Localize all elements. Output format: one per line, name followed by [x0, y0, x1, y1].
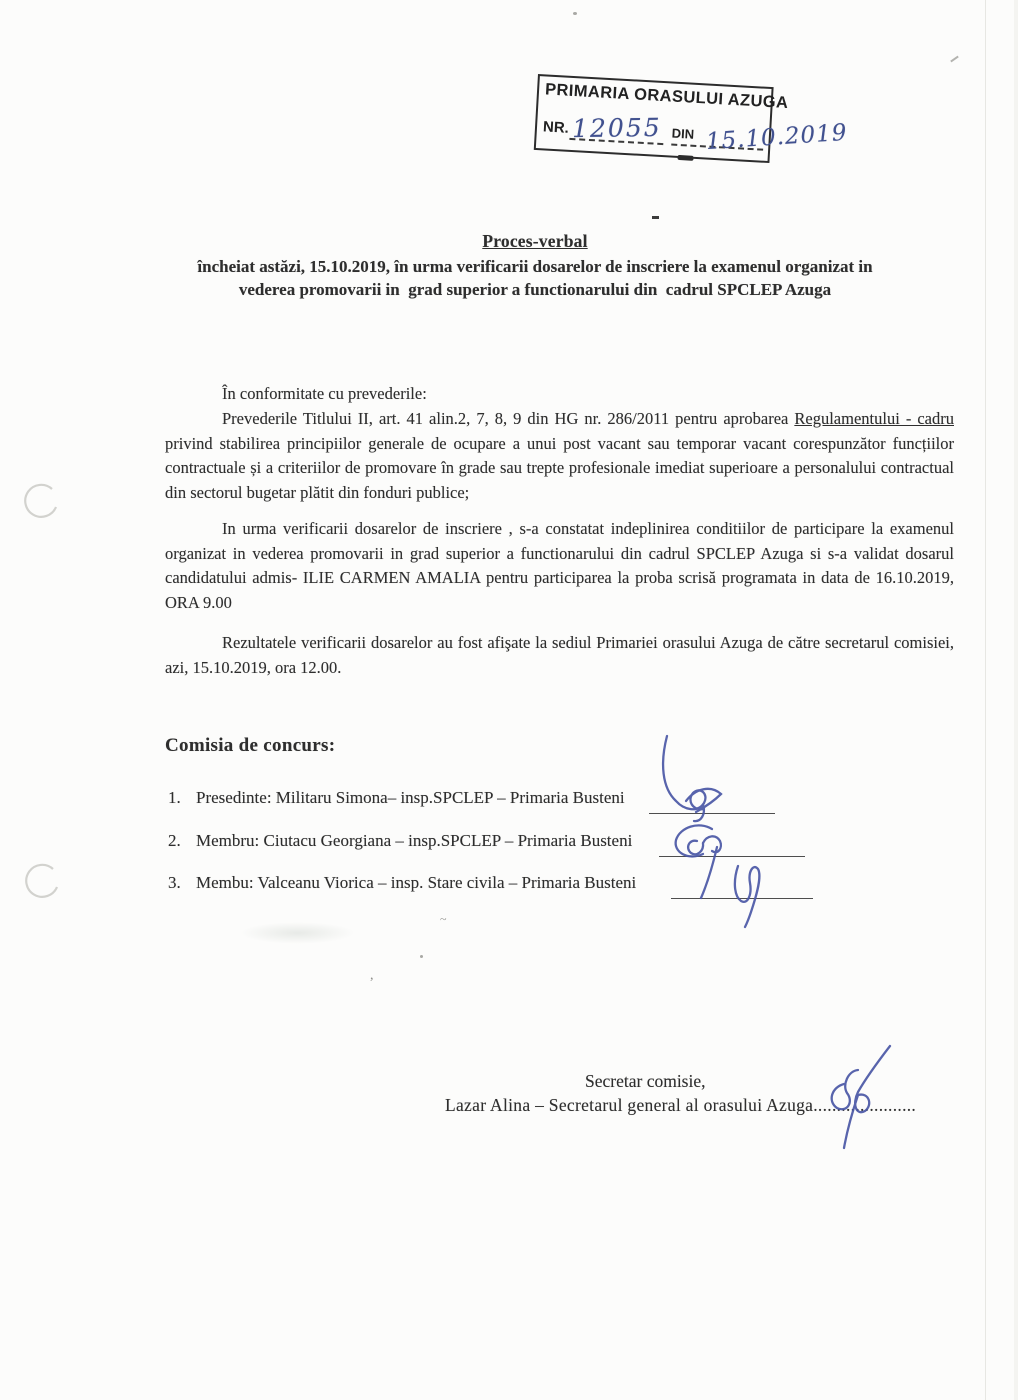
signature-member-2: [676, 825, 721, 898]
footer-name-line: [445, 1095, 916, 1116]
stray-comma-mark: ,: [370, 968, 374, 983]
signature-line-member-3: [671, 898, 813, 899]
scan-speck: [420, 955, 423, 958]
stamp-ink-blot: [677, 155, 693, 161]
paper-scan-edge: [985, 0, 986, 1400]
member-1-number: 1.: [168, 788, 181, 807]
member-2-number: 2.: [168, 831, 181, 850]
commission-member-row-1: [168, 788, 625, 808]
stamp-nr-label: NR.: [542, 118, 570, 137]
punch-hole-mark-bottom: [26, 865, 57, 897]
legal-text-post: privind stabilirea principiilor generale de ocupare a unui post vacant sau temporar vacant corespunzător funcțiilor contractuale și a criteriilor de promovare în grade sau trepte profesionale imediat superioare a personalului contractual din sectorul bugetar plătit din fonduri publice;: [165, 433, 954, 502]
document-subtitle-line2: vederea promovarii in grad superior a functionarului din cadrul SPCLEP Azuga: [238, 280, 832, 299]
stamp-din-label: DIN: [671, 125, 695, 142]
member-3-number: 3.: [168, 873, 181, 892]
commission-member-row-3: [168, 873, 636, 893]
stamp-din-field: [671, 116, 849, 156]
stamp-nr-field: [569, 110, 665, 145]
stamp-organization: PRIMARIA ORASULUI AZUGA: [544, 80, 789, 113]
signature-line-member-1: [649, 813, 775, 814]
stray-curl-mark: ~: [440, 912, 447, 926]
signature-member-3: [735, 866, 760, 927]
document-title: Proces-verbal: [482, 231, 588, 251]
commission-heading: Comisia de concurs:: [165, 735, 336, 756]
scan-speck: [573, 12, 577, 15]
registry-stamp: [534, 74, 849, 163]
document-subtitle-line1: încheiat astăzi, 15.10.2019, în urma verificarii dosarelor de inscriere la examenul organizat in: [197, 257, 873, 276]
punch-hole-mark-top: [25, 485, 56, 517]
signature-line-member-2: [659, 856, 805, 857]
member-2-text: Membru: Ciutacu Georgiana – insp.SPCLEP – Primaria Busteni: [196, 831, 633, 850]
member-3-text: Membu: Valceanu Viorica – insp. Stare civila – Primaria Busteni: [196, 873, 637, 892]
stamp-number-row: [542, 108, 849, 156]
scan-tick-mark: [950, 56, 959, 63]
title-block: [115, 231, 955, 301]
footer-dotted-leader: ......................: [813, 1095, 917, 1115]
scan-right-shade: [1014, 0, 1018, 1400]
signature-president: [663, 736, 721, 821]
paragraph-legal: [165, 407, 954, 505]
member-1-text: Presedinte: Militaru Simona– insp.SPCLEP – Primaria Busteni: [196, 788, 625, 807]
stamp-nr-handwritten-value: 12055: [571, 112, 662, 144]
legal-text-pre: Prevederile Titlului II, art. 41 alin.2, 7, 8, 9 din HG nr. 286/2011 pentru aprobarea: [222, 409, 795, 428]
scan-smudge: [240, 922, 355, 944]
footer-role: Secretar comisie,: [585, 1071, 706, 1091]
paragraph-verification: In urma verificarii dosarelor de inscriere , s-a constatat indeplinirea conditiilor de participare la examenul organizat in vederea promovarii in grad superior a functionarului din cadrul SPCLEP Azuga si s-a validat dosarul candidatului admis- ILIE CARMEN AMALIA pentru participarea la proba scrisă programata in data de 16.10.2019, ORA 9.00: [165, 519, 954, 612]
footer-secretary-name: Lazar Alina – Secretarul general al orasului Azuga: [445, 1095, 814, 1115]
paragraph-intro: În conformitate cu prevederile:: [222, 384, 427, 403]
legal-text-underlined: Regulamentului - cadru: [794, 409, 954, 428]
stamp-date-handwritten-value: 15.10.2019: [704, 119, 849, 156]
paragraph-results: Rezultatele verificarii dosarelor au fost afişate la sediul Primariei orasului Azuga de către secretarul comisiei, azi, 15.10.2019, ora 12.00.: [165, 633, 954, 677]
stray-dash-mark: [652, 216, 659, 219]
commission-member-row-2: [168, 831, 632, 851]
